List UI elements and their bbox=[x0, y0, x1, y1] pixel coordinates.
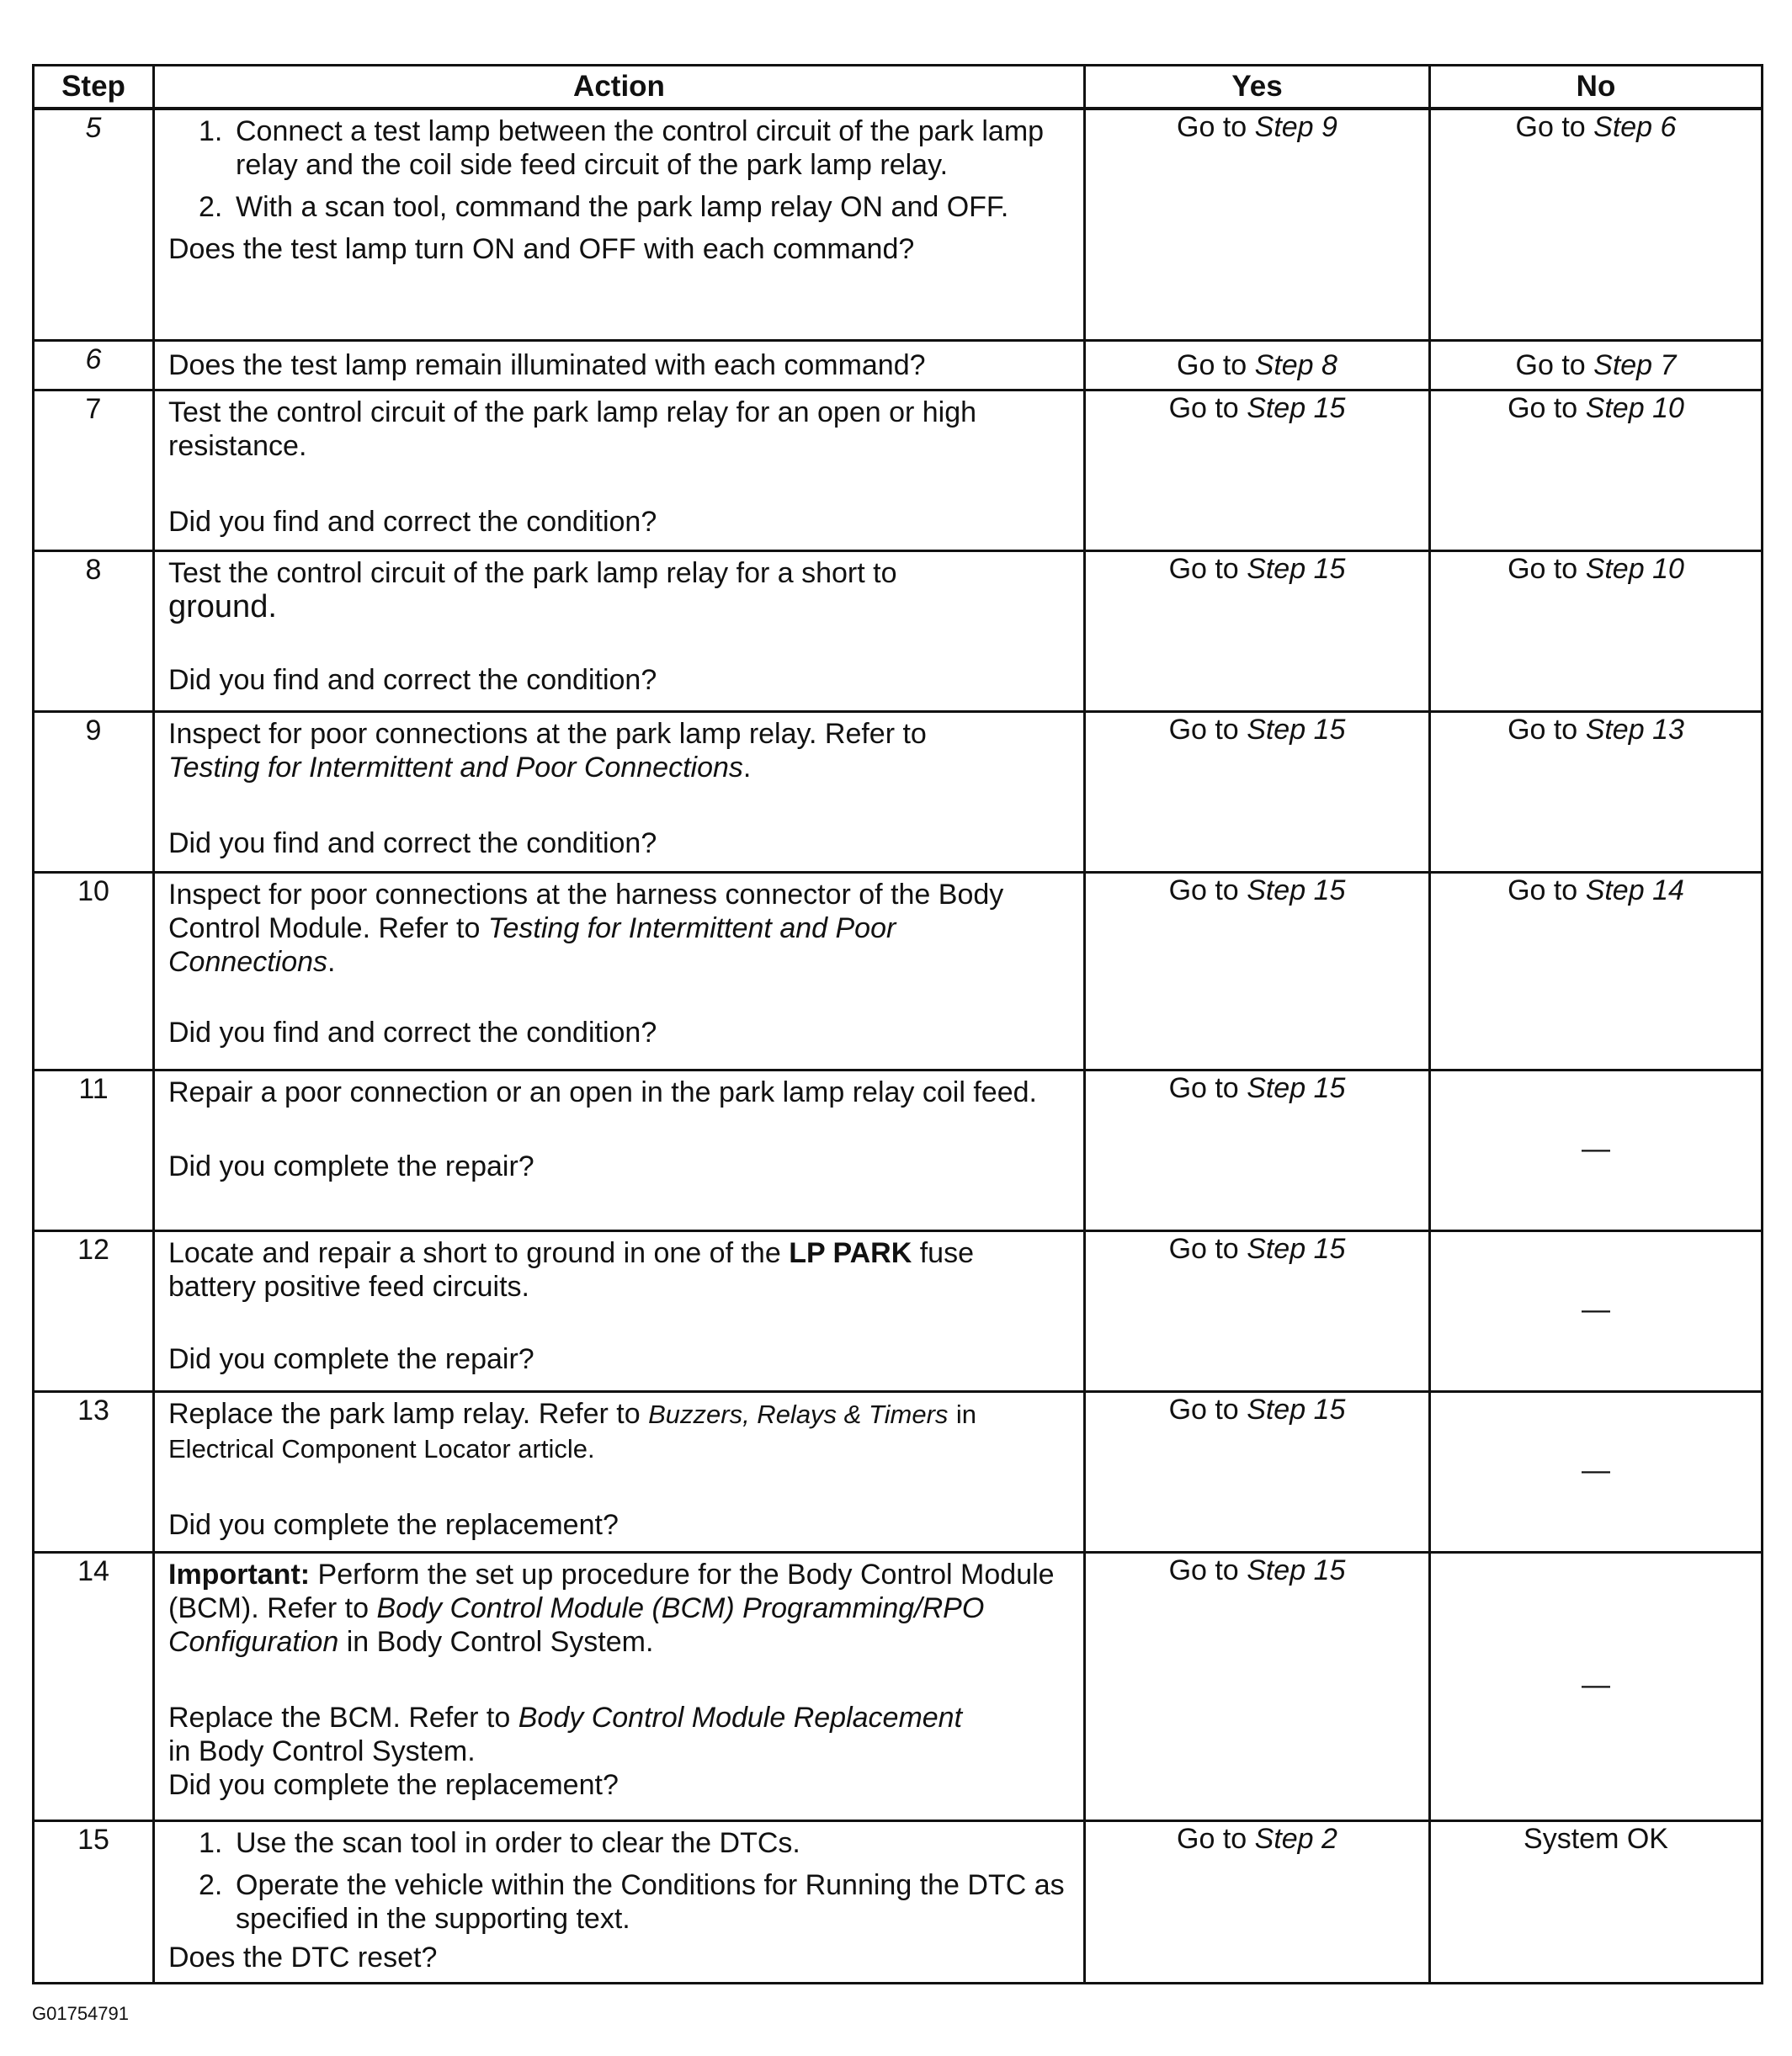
table-row bbox=[34, 1553, 1763, 1821]
step-number: 11 bbox=[34, 1071, 154, 1231]
reference-link[interactable]: Testing for Intermittent and Poor Connections bbox=[168, 752, 743, 784]
step-number: 10 bbox=[34, 873, 154, 1071]
yes-cell: Go to Step 8 bbox=[1085, 341, 1430, 390]
table-row bbox=[34, 109, 1763, 341]
no-cell: Go to Step 10 bbox=[1430, 551, 1763, 712]
reference-link[interactable]: Buzzers, Relays & Timers bbox=[648, 1400, 949, 1429]
step-number: 9 bbox=[34, 712, 154, 873]
header-row bbox=[34, 66, 1763, 109]
action-cell: Replace the park lamp relay. Refer to Buzzers, Relays & Timers in Electrical Component Locator article. Did you complete the replacement? bbox=[154, 1392, 1085, 1553]
table-row bbox=[34, 1071, 1763, 1231]
step-number: 12 bbox=[34, 1231, 154, 1392]
action-cell bbox=[154, 1071, 1085, 1231]
list-item: 1. Use the scan tool in order to clear the DTCs. bbox=[199, 1827, 800, 1859]
table-row bbox=[34, 1231, 1763, 1392]
header-step: Step bbox=[34, 66, 154, 109]
yes-cell: Go to Step 15 bbox=[1085, 1071, 1430, 1231]
no-cell: System OK bbox=[1430, 1821, 1763, 1984]
question-text: Did you complete the repair? bbox=[168, 1343, 534, 1375]
list-item: 1. Connect a test lamp between the control circuit of the park lamp relay and the coil side feed circuit of the park lamp relay. bbox=[199, 115, 1045, 181]
action-text: Test the control circuit of the park lamp relay for a short to bbox=[168, 557, 897, 589]
yes-cell: Go to Step 15 bbox=[1085, 873, 1430, 1071]
important-label: Important: bbox=[168, 1559, 311, 1591]
question-text: Does the test lamp remain illuminated with each command? bbox=[168, 349, 926, 381]
action-text: Inspect for poor connections at the park lamp relay. Refer to bbox=[168, 718, 927, 750]
step-number: 15 bbox=[34, 1821, 154, 1984]
question-text: Did you find and correct the condition? bbox=[168, 664, 657, 696]
no-cell: Go to Step 7 bbox=[1430, 341, 1763, 390]
step-number: 13 bbox=[34, 1392, 154, 1553]
question-text: Did you find and correct the condition? bbox=[168, 506, 657, 538]
table-row bbox=[34, 341, 1763, 390]
yes-cell: Go to Step 15 bbox=[1085, 390, 1430, 551]
action-text: Repair a poor connection or an open in the park lamp relay coil feed. bbox=[168, 1076, 1037, 1108]
header-yes: Yes bbox=[1085, 66, 1430, 109]
yes-cell: Go to Step 9 bbox=[1085, 109, 1430, 341]
question-text: Does the DTC reset? bbox=[168, 1942, 438, 1974]
question-text: Did you find and correct the condition? bbox=[168, 1017, 657, 1049]
no-cell: — bbox=[1430, 1071, 1763, 1231]
step-number: 7 bbox=[34, 390, 154, 551]
no-cell: — bbox=[1430, 1392, 1763, 1553]
question-text: Did you complete the replacement? bbox=[168, 1509, 619, 1541]
no-cell: — bbox=[1430, 1231, 1763, 1392]
header-no: No bbox=[1430, 66, 1763, 109]
reference-link[interactable]: Body Control Module Replacement bbox=[518, 1702, 963, 1734]
no-cell: Go to Step 13 bbox=[1430, 712, 1763, 873]
yes-cell: Go to Step 15 bbox=[1085, 1231, 1430, 1392]
no-cell: Go to Step 6 bbox=[1430, 109, 1763, 341]
figure-id: G01754791 bbox=[32, 2003, 129, 2024]
action-text: Electrical Component Locator article. bbox=[168, 1434, 595, 1464]
reference-link[interactable]: Body Control Module (BCM) Programming/RPO Configuration bbox=[168, 1592, 985, 1658]
action-cell bbox=[154, 390, 1085, 551]
diagnostic-table bbox=[32, 64, 1763, 1984]
question-text: Does the test lamp turn ON and OFF with each command? bbox=[168, 233, 915, 265]
table-row bbox=[34, 712, 1763, 873]
action-cell bbox=[154, 1821, 1085, 1984]
reference-link[interactable]: Testing for Intermittent and Poor Connections bbox=[168, 912, 896, 978]
fuse-name: LP PARK bbox=[789, 1237, 912, 1269]
yes-cell: Go to Step 15 bbox=[1085, 1392, 1430, 1553]
action-cell bbox=[154, 341, 1085, 390]
list-item: 2. Operate the vehicle within the Conditions for Running the DTC as specified in the supporting text. bbox=[199, 1869, 1065, 1935]
action-cell: Inspect for poor connections at the harness connector of the Body Control Module. Refer to Testing for Intermittent and Poor Connections. Did you find and correct the condition? bbox=[154, 873, 1085, 1071]
yes-cell: Go to Step 15 bbox=[1085, 712, 1430, 873]
action-text: Test the control circuit of the park lamp relay for an open or high resistance. bbox=[168, 396, 977, 462]
table-row bbox=[34, 1821, 1763, 1984]
action-cell: Inspect for poor connections at the park lamp relay. Refer to Testing for Intermittent and Poor Connections. Did you find and correct the condition? bbox=[154, 712, 1085, 873]
yes-cell: Go to Step 15 bbox=[1085, 551, 1430, 712]
action-text: Replace the park lamp relay. Refer to bbox=[168, 1398, 641, 1430]
step-number: 6 bbox=[34, 341, 154, 390]
action-cell: Important: Perform the set up procedure for the Body Control Module (BCM). Refer to Body Control Module (BCM) Programming/RPO Configuration in Body Control System. Replace the BCM. Refer to Body Control Module Replacement in Body Control System. Did you complete the replacement? bbox=[154, 1553, 1085, 1821]
table-row bbox=[34, 1392, 1763, 1553]
action-list bbox=[168, 1826, 1068, 1936]
table-row bbox=[34, 873, 1763, 1071]
action-list bbox=[168, 114, 1068, 224]
question-text: Did you complete the replacement? bbox=[168, 1769, 619, 1801]
action-text: fuse battery positive feed circuits. bbox=[168, 1237, 974, 1303]
question-text: Did you find and correct the condition? bbox=[168, 827, 657, 859]
action-text: Locate and repair a short to ground in one of the bbox=[168, 1237, 781, 1269]
step-number: 14 bbox=[34, 1553, 154, 1821]
list-item: 2. With a scan tool, command the park lamp relay ON and OFF. bbox=[199, 191, 1009, 223]
action-text: ground. bbox=[168, 589, 277, 624]
table-row bbox=[34, 551, 1763, 712]
step-number: 8 bbox=[34, 551, 154, 712]
action-cell bbox=[154, 1231, 1085, 1392]
action-cell bbox=[154, 109, 1085, 341]
yes-cell: Go to Step 2 bbox=[1085, 1821, 1430, 1984]
question-text: Did you complete the repair? bbox=[168, 1150, 534, 1182]
step-number: 5 bbox=[34, 109, 154, 341]
yes-cell: Go to Step 15 bbox=[1085, 1553, 1430, 1821]
action-cell bbox=[154, 551, 1085, 712]
table-row bbox=[34, 390, 1763, 551]
action-text: Inspect for poor connections at the harness connector of the Body Control Module. Refer to bbox=[168, 879, 1004, 944]
header-action: Action bbox=[154, 66, 1085, 109]
no-cell: Go to Step 10 bbox=[1430, 390, 1763, 551]
no-cell: Go to Step 14 bbox=[1430, 873, 1763, 1071]
no-cell: — bbox=[1430, 1553, 1763, 1821]
